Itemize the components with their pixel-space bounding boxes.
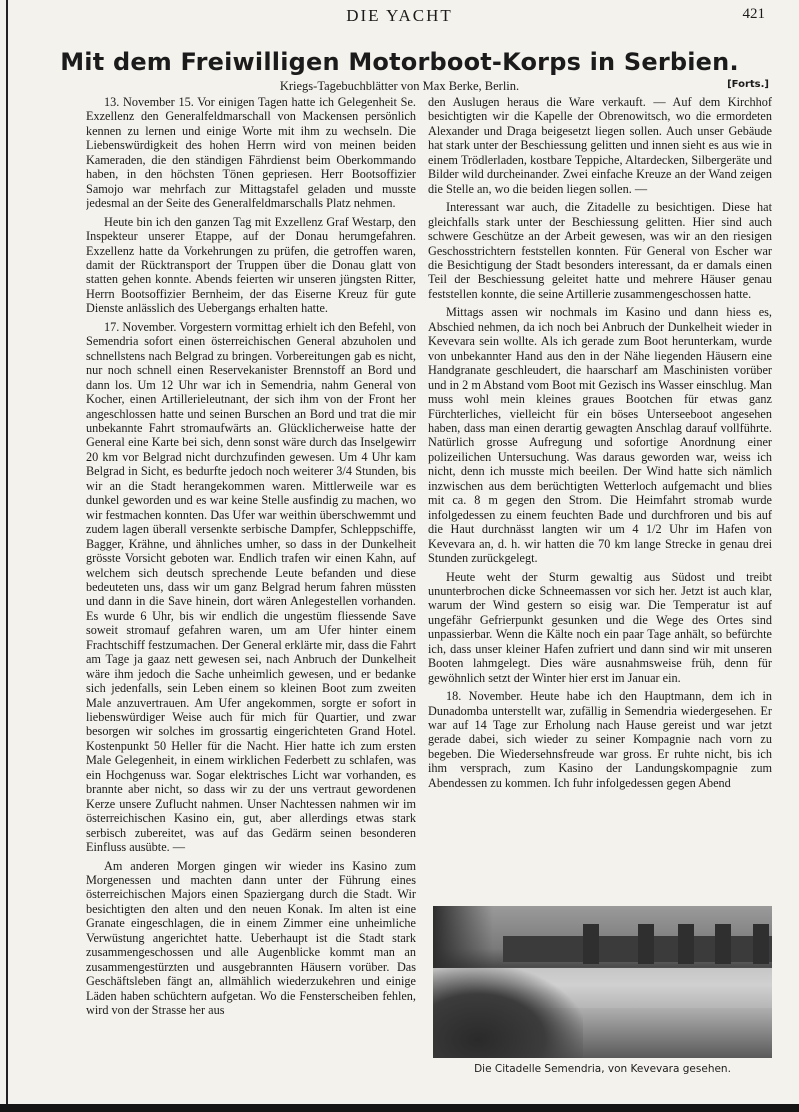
paragraph: Am anderen Morgen gingen wir wieder ins Kasino zum Morgenessen und machten dann unter der Führung eines österreichischen Majors einen Spaziergang durch die Stadt. Wir besichtigten den alten und den neuen Konak. Im alten ist eine Granate eingeschlagen, die in einem Zimmer eine unheimliche Verwüstung angerichtet hatte. Ueberhaupt ist die Stadt stark zusammengeschossen und alle Augenblicke kommt man an zusammengestürzten und ausgebrannten Häusern vorüber. Das Geschäftsleben fängt an, allmählich wiederzukehren und einige Läden haben schüchtern aufgetan. Wo die Fensterscheiben fehlen, wird von der Strasse her aus — [86, 858, 416, 1018]
article-title: Mit dem Freiwilligen Motorboot-Korps in Serbien. — [60, 48, 739, 76]
photo-tower — [678, 924, 694, 964]
page-number: 421 — [742, 6, 765, 22]
photo-riverbank — [433, 968, 583, 1058]
right-text-column — [428, 95, 772, 857]
running-header: DIE YACHT — [346, 6, 453, 25]
paragraph: 13. November 15. Vor einigen Tagen hatte ich Gelegenheit Se. Exzellenz den Generalfeldmarschall von Mackensen persönlich kennen zu lernen und einige Worte mit ihm zu wechseln. Die Liebenswürdigkeit des hohen Herrn wird von meinen beiden Kameraden, die den ständigen Fährdienst beim Oberkommando haben, in den höchsten Tönen gepriesen. Herr Bootsoffizier Samojo war mehrfach zur Mittagstafel geladen und musste jedesmal an der Seite des Generalfeldmarschalls Platz nehmen. — [86, 95, 416, 211]
paragraph: den Auslugen heraus die Ware verkauft. — Auf dem Kirchhof besichtigten wir die Kapelle der Obrenowitsch, wo die ermordeten Alexander und Draga beigesetzt liegen sollen. Auch unser Gebäude hat stark unter der Beschiessung gelitten und innen sieht es aus wie in einem Trödlerladen, kostbare Teppiche, Altardecken, Silbergeräte und Bilder wild durcheinander. Zwei einfache Kreuze an der Wand zeigen die Stelle an, wo die beiden liegen sollen. — — [428, 95, 772, 196]
continued-note: [Forts.] — [727, 79, 769, 90]
paragraph: Mittags assen wir nochmals im Kasino und dann hiess es, Abschied nehmen, da ich noch bei Anbruch der Dunkelheit wieder in Kevevara sein wollte. Als ich gerade zum Boot herunterkam, wurde von unbekannter Hand aus den in der Nähe liegenden Häusern eine Handgranate geschleudert, die haarscharf am Maschinisten vorüber und in 2 m Abstand vom Boot mit Gezisch ins Wasser einschlug. Man muss wohl mein kleines graues Bootchen für etwas ganz Fürchterliches, vielleicht für ein böses Unterseeboot angesehen haben, dass man einen derartig gewagten Anschlag darauf vollführte. Natürlich grosse Aufregung und sofortige Anordnung einer polizeilichen Untersuchung. Was daraus geworden war, weiss ich nicht, denn ich musste mich beeilen. Der Wind hatte sich nämlich inzwischen aus dem berüchtigten Wetterloch aufgemacht und blies mit ca. 8 m gegen den Strom. Die Heimfahrt stromab wurde infolgedessen zu einem feuchten Bade und durchfroren und bis auf die Haut durchnässt langten wir um 4 1/2 Uhr im Hafen von Kevevara an, d. h. wir hatten die 70 km lange Strecke in genau drei Stunden zurückgelegt. — [428, 305, 772, 566]
citadel-photo — [433, 906, 772, 1058]
figure-caption: Die Citadelle Semendria, von Kevevara gesehen. — [474, 1063, 731, 1075]
photo-tower — [715, 924, 731, 964]
paragraph: Interessant war auch, die Zitadelle zu besichtigen. Diese hat gleichfalls stark unter der Beschiessung gelitten. Hier sind auch schwere Geschütze an der Arbeit gewesen, was wir an den riesigen Geschosstrichtern feststellen konnten. Für General von Escher war die Besichtigung der Stadt besonders interessant, da er damals einen Teil der Beschiessung geleitet hatte und mehrere Häuser genau feststellen konnte, die seine Artillerie zusammengeschossen hatte. — [428, 200, 772, 301]
photo-tower — [753, 924, 769, 964]
left-text-column — [86, 95, 416, 1095]
paragraph: Heute bin ich den ganzen Tag mit Exzellenz Graf Westarp, den Inspekteur unserer Etappe, auf der Donau herumgefahren. Exzellenz hatte da Vorkehrungen zu prüfen, die getroffen waren, damit der Rücktransport der Truppen über die Donau glatt von statten gehen konnte. Abends feierten wir unseren jüngsten Ritter, Herrn Bootsoffizier Bernheim, der das Eiserne Kreuz für gute Dienste anlässlich des Uebergangs erhalten hatte. — [86, 214, 416, 316]
paragraph: Heute weht der Sturm gewaltig aus Südost und treibt ununterbrochen dicke Schneemassen vor sich her. Jetzt ist auch klar, warum der Wind gestern so eisig war. Die Temperatur ist auf ungefähr Gefrierpunkt gesunken und die Wege des Ortes sind unpassierbar. Wenn die Kälte noch ein paar Tage anhält, so befürchte ich, dass unser kleiner Hafen zufriert und dann sind wir mit unseren Booten lahmgelegt. Dies wäre ausnahmsweise früh, denn für gewöhnlich setzt der Winter hier erst im Januar ein. — [428, 569, 772, 685]
photo-tower — [583, 924, 599, 964]
paragraph: 17. November. Vorgestern vormittag erhielt ich den Befehl, von Semendria sofort einen österreichischen General abzuholen und schnellstens nach Belgrad zu bringen. Vorbereitungen gab es nicht, nur noch schnell einen Reservekanister Brennstoff an Bord und dann los. Um 12 Uhr war ich in Semendria, nahm General von Kocher, einen Artillerieleutnant, der sich ihm von der Front her angeschlossen hatte und seinen Burschen an Bord und trat die mir unbekannte Fahrt stromaufwärts an. Glücklicherweise hatte der General eine Karte bei sich, denn sonst wäre durch das Inselgewirr 20 km vor Belgrad nicht durchzufinden gewesen. Um 4 Uhr kam Belgrad in Sicht, es bedurfte jedoch noch weiterer 3/4 Stunden, bis wir an die Stadt herangekommen waren. Mittlerweile war es dunkel geworden und es war keine Stelle ausfindig zu machen, wo wir festmachen konnten. Das Ufer war weithin überschwemmt und zudem lagen überall versenkte serbische Dampfer, Schleppschiffe, Bagger, Krähne, und ähnliches umher, so dass in der Dunkelheit grösste Vorsicht geboten war. Endlich trafen wir einen Kahn, auf welchem sich deutsch sprechende Leute befanden und diese bedeuteten uns, dass wir um ganz Belgrad herum fahren müssten und dann in die Save hinein, dort wären Anlegestellen vorhanden. Es wurde 6 Uhr, bis wir endlich die ungestüm fliessende Save soweit stromauf gefahren waren, um am Ufer hinter einem Frachtschiff festzumachen. Der General erklärte mir, dass die Fahrt am Tage ja gaaz nett gewesen sei, nach Anbruch der Dunkelheit wäre ihm jedoch die Sache unheimlich gewesen, und er bedanke sich jedenfalls, sein Leben einem so kleinen Boot zum zweiten Male anzuvertrauen. Am Ufer angekommen, sorgte er sofort in liebenswürdiger Weise auch für mich für Quartier, und zwar besorgen wir solches im grossartig eingerichteten Grand Hotel. Kostenpunkt 50 Heller für die Nacht. Hier hatte ich zum ersten Male Gelegenheit, in einem wirklichen Federbett zu schlafen, was ein Hochgenuss war. Sogar elektrisches Licht war vorhanden, es brannte aber nicht, so dass wir zu der uns vertraut gewordenen Kerze unsere Zuflucht nahmen. Unser Nachtessen nahmen wir im österreichischen Kasino ein, gut, aber allerdings etwas stark serbisch zubereitet, was auf das Gedärm seinen besonderen Einfluss ausübte. — — [86, 319, 416, 855]
photo-tower — [638, 924, 654, 964]
page-edge-rule — [6, 0, 8, 1112]
paragraph: 18. November. Heute habe ich den Hauptmann, dem ich in Dunadomba unterstellt war, zufällig in Semendria wiedergesehen. Er war auf 14 Tage zur Erholung nach Hause gereist und war jetzt gerade dabei, sich wieder zu seiner Kompagnie nach vorn zu begeben. Die Wiedersehnsfreude war gross. Er ruhte nicht, bis ich ihm versprach, zum Kasino der Landungskompagnie zum Abendessen zu kommen. Ich fuhr infolgedessen gegen Abend — [428, 689, 772, 790]
page-bottom-border — [0, 1104, 799, 1112]
article-subtitle: Kriegs-Tagebuchblätter von Max Berke, Berlin. — [279, 79, 520, 93]
